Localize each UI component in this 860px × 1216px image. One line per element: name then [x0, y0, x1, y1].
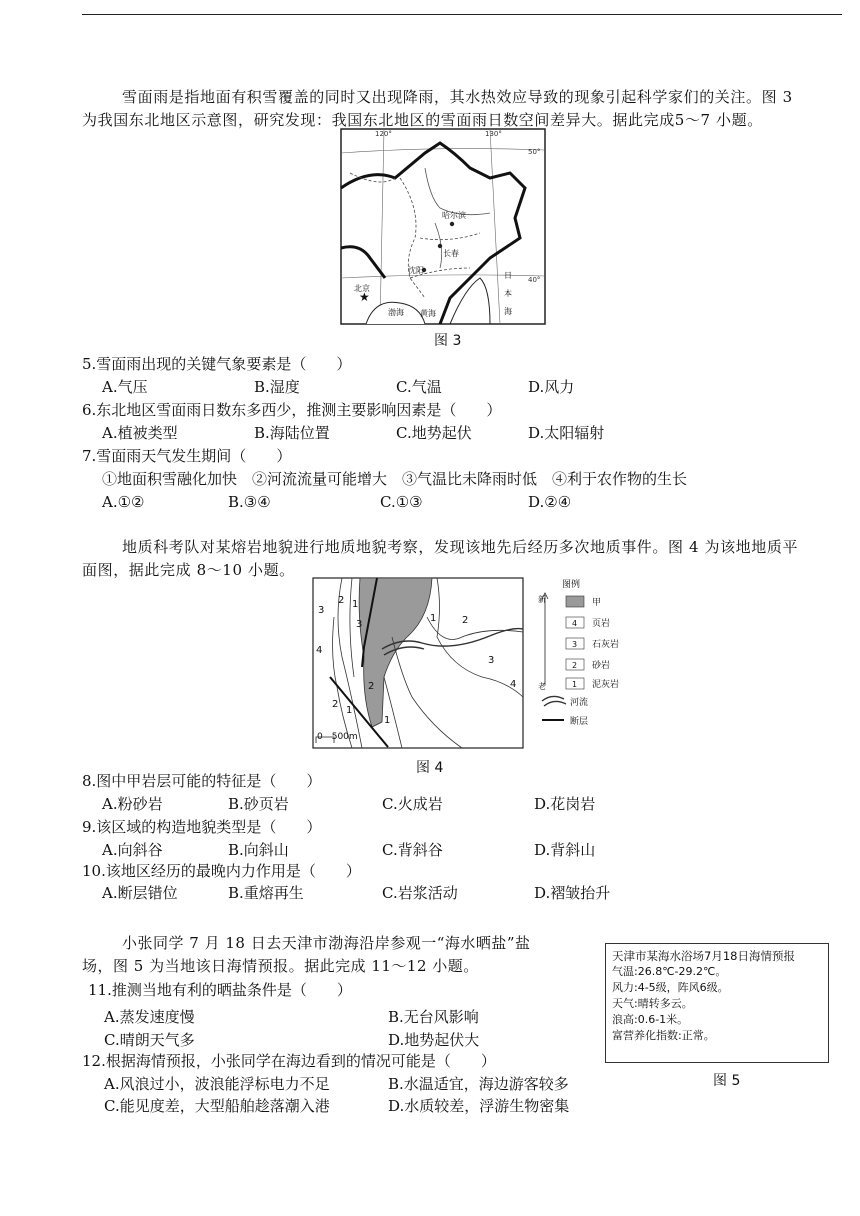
legend-key: 3: [572, 640, 578, 649]
map-number: 2: [368, 681, 375, 692]
sea-of-japan-label-3: 海: [504, 307, 512, 316]
question-7-stem: 7.雪面雨天气发生期间（ ）: [82, 447, 292, 465]
intro-paragraph-1: 雪面雨是指地面有积雪覆盖的同时又出现降雨，其水热效应导致的现象引起科学家们的关注。图 3 为我国东北地区示意图，研究发现：我国东北地区的雪面雨日数空间差异大。据此完成5～7 小题。: [82, 88, 793, 129]
sea-of-japan-label-1: 日: [504, 271, 512, 280]
q8-option-d: D.花岗岩: [534, 795, 596, 813]
question-8-stem: 8.图中甲岩层可能的特征是（ ）: [82, 772, 322, 790]
q10-option-a: A.断层错位: [102, 884, 178, 902]
question-6-stem: 6.东北地区雪面雨日数东多西少，推测主要影响因素是（ ）: [82, 401, 502, 419]
question-9-stem: 9.该区域的构造地貌类型是（ ）: [82, 818, 322, 836]
q7-option-c: C.①③: [380, 493, 423, 511]
intro-paragraph-2: 地质科考队对某熔岩地貌进行地质地貌考察，发现该地先后经历多次地质事件。图 4 为该地地质平面图，据此完成 8～10 小题。: [82, 538, 799, 579]
map-number: 2: [462, 615, 469, 626]
figure-4-caption: 图 4: [416, 760, 444, 776]
map-number: 3: [318, 605, 325, 616]
forecast-eutrophication: 富营养化指数:正常。: [612, 1029, 715, 1042]
q12-option-d: D.水质较差，浮游生物密集: [388, 1097, 570, 1115]
huanghai-label: 黄海: [420, 309, 436, 318]
question-11-stem: 11.推测当地有利的晒盐条件是（ ）: [88, 981, 352, 999]
legend-river-label: 河流: [570, 698, 589, 708]
legend-old-label: 老: [538, 682, 546, 691]
forecast-wave-height: 浪高:0.6-1米。: [612, 1013, 689, 1026]
q6-option-c: C.地势起伏: [396, 424, 472, 442]
forecast-wind: 风力:4-5级，阵风6级。: [612, 981, 729, 994]
intro-paragraph-3-line-2: 场，图 5 为当地该日海情预报。据此完成 11～12 小题。: [82, 957, 479, 975]
svg-text:★: ★: [359, 290, 370, 304]
changchun-label: 长春: [443, 249, 459, 258]
forecast-temperature: 气温:26.8℃-29.2℃。: [612, 965, 727, 978]
q5-option-b: B.湿度: [254, 378, 300, 396]
legend-label-limestone: 石灰岩: [592, 640, 620, 650]
legend-label-sandstone: 砂岩: [592, 661, 611, 671]
legend-new-label: 新: [538, 595, 546, 604]
q8-option-a: A.粉砂岩: [102, 795, 163, 813]
figure-4-geology-map: [312, 577, 524, 749]
figure-5-sea-forecast: [605, 943, 829, 1063]
map-number: 3: [356, 619, 363, 630]
scale-label: 0 500m: [317, 732, 358, 742]
legend-key: 4: [572, 619, 578, 628]
question-12-stem: 12.根据海情预报，小张同学在海边看到的情况可能是（ ）: [82, 1052, 496, 1070]
q7-items: ①地面积雪融化加快 ②河流流量可能增大 ③气温比未降雨时低 ④利于农作物的生长: [102, 470, 688, 488]
q7-option-b: B.③④: [228, 493, 271, 511]
map-number: 4: [510, 679, 517, 690]
figure-4-legend: [536, 577, 636, 727]
q5-option-c: C.气温: [396, 378, 442, 396]
forecast-title: 天津市某海水浴场7月18日海情预报: [612, 949, 795, 963]
intro-paragraph-3-line-1: 小张同学 7 月 18 日去天津市渤海沿岸参观一“海水晒盐”盐: [122, 934, 531, 952]
q12-option-c: C.能见度差，大型船舶趁落潮入港: [104, 1097, 330, 1115]
q7-option-a: A.①②: [102, 493, 145, 511]
legend-key: 2: [572, 661, 578, 670]
map-number: 3: [488, 655, 495, 666]
top-rule: [82, 14, 842, 15]
legend-title: 图例: [562, 580, 581, 590]
harbin-label: 哈尔滨: [442, 211, 466, 220]
q10-option-d: D.褶皱抬升: [534, 884, 611, 902]
q9-option-c: C.背斜谷: [382, 841, 443, 859]
question-5-stem: 5.雪面雨出现的关键气象要素是（ ）: [82, 355, 352, 373]
q11-option-b: B.无台风影响: [388, 1008, 479, 1026]
q5-option-a: A.气压: [102, 378, 148, 396]
legend-key: 1: [572, 680, 578, 689]
forecast-weather: 天气:晴转多云。: [612, 997, 693, 1010]
q11-option-a: A.蒸发速度慢: [104, 1008, 195, 1026]
lat-40-label: 40°: [528, 276, 541, 284]
map-number: 1: [384, 715, 391, 726]
q6-option-a: A.植被类型: [102, 424, 178, 442]
q9-option-a: A.向斜谷: [102, 841, 163, 859]
sea-of-japan-label-2: 本: [504, 289, 512, 298]
legend-label-jia: 甲: [592, 598, 602, 608]
map-number: 1: [352, 599, 359, 610]
q12-option-a: A.风浪过小，波浪能浮标电力不足: [104, 1075, 330, 1093]
q6-option-d: D.太阳辐射: [528, 424, 605, 442]
figure-3-map: [340, 128, 546, 325]
map-number: 1: [346, 705, 353, 716]
figure-3-caption: 图 3: [434, 333, 462, 349]
map-number: 4: [316, 645, 323, 656]
q6-option-b: B.海陆位置: [254, 424, 330, 442]
shenyang-label: 沈阳: [408, 266, 424, 275]
q7-option-d: D.②④: [528, 493, 572, 511]
map-number: 2: [332, 699, 339, 710]
lon-120-label: 120°: [375, 130, 392, 138]
q5-option-d: D.风力: [528, 378, 575, 396]
q12-option-b: B.水温适宜，海边游客较多: [388, 1075, 569, 1093]
lat-50-label: 50°: [528, 148, 541, 156]
legend-label-shale: 页岩: [592, 619, 611, 629]
q10-option-b: B.重熔再生: [228, 884, 304, 902]
q10-option-c: C.岩浆活动: [382, 884, 458, 902]
bohai-label: 渤海: [388, 308, 404, 317]
question-10-stem: 10.该地区经历的最晚内力作用是（ ）: [82, 862, 361, 880]
figure-5-caption: 图 5: [713, 1073, 741, 1089]
q8-option-b: B.砂页岩: [228, 795, 289, 813]
q9-option-b: B.向斜山: [228, 841, 289, 859]
legend-fault-label: 断层: [570, 717, 589, 727]
q9-option-d: D.背斜山: [534, 841, 596, 859]
legend-label-marl: 泥灰岩: [592, 680, 620, 690]
q8-option-c: C.火成岩: [382, 795, 443, 813]
map-number: 1: [430, 613, 437, 624]
q11-option-d: D.地势起伏大: [388, 1031, 480, 1049]
q11-option-c: C.晴朗天气多: [104, 1031, 195, 1049]
map-number: 2: [338, 595, 345, 606]
beijing-label: 北京: [354, 284, 370, 293]
lon-130-label: 130°: [485, 130, 502, 138]
